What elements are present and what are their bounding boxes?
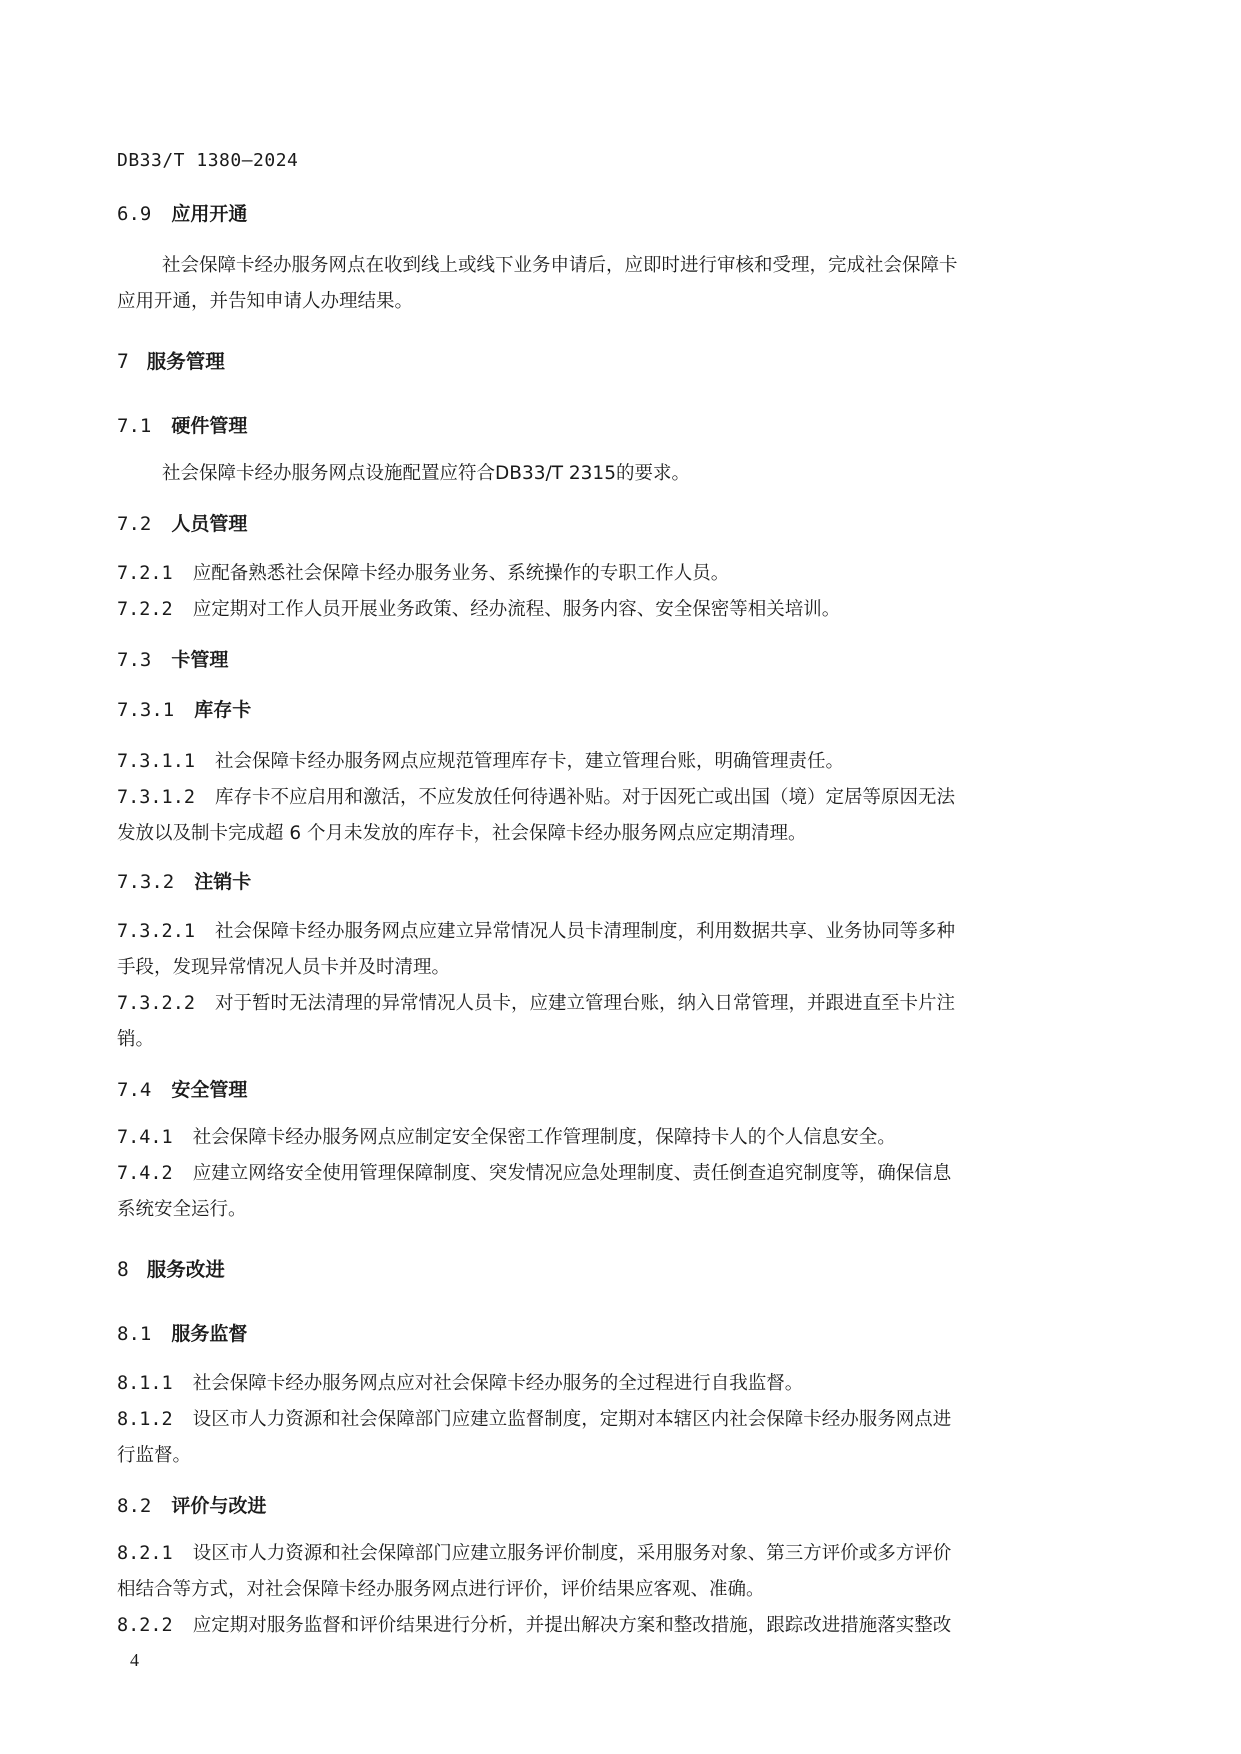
page-number: 4: [130, 1650, 139, 1670]
clause-number: 7.3.1.1: [117, 751, 195, 772]
section-number: 8.1: [117, 1323, 152, 1345]
paragraph-line: 社会保障卡经办服务网点设施配置应符合DB33/T 2315的要求。: [162, 463, 690, 484]
clause-number: 8.1.1: [117, 1373, 173, 1394]
paragraph-line: 发放以及制卡完成超 6 个月未发放的库存卡，社会保障卡经办服务网点应定期清理。: [117, 823, 807, 844]
section-title: 卡管理: [171, 649, 229, 671]
clause-7-2-2: [117, 592, 1097, 628]
clause-8-2-1: [117, 1536, 1097, 1572]
chapter-number: 7: [117, 350, 129, 373]
paragraph-line: 销。: [117, 1029, 155, 1050]
paragraph-line: 相结合等方式，对社会保障卡经办服务网点进行评价，评价结果应客观、准确。: [117, 1579, 765, 1600]
clause-8-1-2: [117, 1402, 1097, 1438]
chapter-title: 服务管理: [146, 350, 225, 373]
clause-7-2-1: [117, 556, 1097, 592]
paragraph-line: 应用开通，并告知申请人办理结果。: [117, 291, 414, 312]
section-number: 7.2: [117, 513, 152, 535]
subsection-7-3-1-heading: [117, 692, 1097, 728]
section-number: 7.4: [117, 1079, 152, 1101]
clause-text: 设区市人力资源和社会保障部门应建立监督制度，定期对本辖区内社会保障卡经办服务网点进: [192, 1409, 952, 1430]
clause-text: 社会保障卡经办服务网点应对社会保障卡经办服务的全过程进行自我监督。: [192, 1373, 804, 1394]
section-number: 8.2: [117, 1495, 152, 1517]
clause-number: 8.2.2: [117, 1615, 173, 1636]
clause-7-3-1-2: [117, 780, 1097, 816]
section-6-9-heading: [117, 196, 1097, 232]
clause-number: 7.3.2.1: [117, 921, 195, 942]
section-number: 7.3: [117, 649, 152, 671]
clause-text: 应建立网络安全使用管理保障制度、突发情况应急处理制度、责任倒查追究制度等，确保信息: [192, 1163, 952, 1184]
paragraph-line: 手段，发现异常情况人员卡并及时清理。: [117, 957, 451, 978]
subsection-number: 7.3.2: [117, 871, 175, 893]
clause-7-3-2-2: [117, 986, 1097, 1022]
clause-text: 库存卡不应启用和激活，不应发放任何待遇补贴。对于因死亡或出国（境）定居等原因无法: [214, 787, 955, 808]
section-8-1-heading: [117, 1316, 1097, 1352]
section-8-2-heading: [117, 1488, 1097, 1524]
subsection-7-3-2-heading: [117, 864, 1097, 900]
section-title: 人员管理: [171, 513, 248, 535]
section-number: 6.9: [117, 203, 152, 225]
subsection-number: 7.3.1: [117, 699, 175, 721]
section-title: 安全管理: [171, 1079, 248, 1101]
section-7-4-heading: [117, 1072, 1097, 1108]
clause-number: 7.2.2: [117, 599, 173, 620]
chapter-title: 服务改进: [146, 1258, 225, 1281]
section-title: 服务监督: [171, 1323, 248, 1345]
clause-text: 对于暂时无法清理的异常情况人员卡，应建立管理台账，纳入日常管理，并跟进直至卡片注: [214, 993, 955, 1014]
clause-number: 7.3.2.2: [117, 993, 195, 1014]
chapter-number: 8: [117, 1258, 129, 1281]
clause-7-3-1-1: [117, 744, 1097, 780]
paragraph-line: 系统安全运行。: [117, 1199, 247, 1220]
clause-text: 设区市人力资源和社会保障部门应建立服务评价制度，采用服务对象、第三方评价或多方评价: [192, 1543, 952, 1564]
paragraph-line: 行监督。: [117, 1445, 192, 1466]
clause-number: 8.2.1: [117, 1543, 173, 1564]
clause-number: 7.4.1: [117, 1127, 173, 1148]
subsection-title: 库存卡: [194, 699, 252, 721]
clause-number: 8.1.2: [117, 1409, 173, 1430]
clause-text: 应定期对工作人员开展业务政策、经办流程、服务内容、安全保密等相关培训。: [192, 599, 841, 620]
section-title: 硬件管理: [171, 415, 248, 437]
clause-7-4-2: [117, 1156, 1097, 1192]
section-7-3-heading: [117, 642, 1097, 678]
clause-number: 7.2.1: [117, 563, 173, 584]
section-7-2-heading: [117, 506, 1097, 542]
subsection-title: 注销卡: [194, 871, 252, 893]
section-title: 评价与改进: [171, 1495, 267, 1517]
section-title: 应用开通: [171, 203, 248, 225]
chapter-7-heading: [117, 344, 1097, 380]
clause-text: 应配备熟悉社会保障卡经办服务业务、系统操作的专职工作人员。: [192, 563, 730, 584]
paragraph-line: 社会保障卡经办服务网点在收到线上或线下业务申请后，应即时进行审核和受理，完成社会保障卡: [162, 255, 958, 276]
clause-text: 社会保障卡经办服务网点应规范管理库存卡，建立管理台账，明确管理责任。: [214, 751, 844, 772]
clause-text: 社会保障卡经办服务网点应制定安全保密工作管理制度，保障持卡人的个人信息安全。: [192, 1127, 896, 1148]
clause-text: 社会保障卡经办服务网点应建立异常情况人员卡清理制度，利用数据共享、业务协同等多种: [214, 921, 955, 942]
clause-8-2-2: [117, 1608, 1097, 1644]
clause-8-1-1: [117, 1366, 1097, 1402]
clause-7-3-2-1: [117, 914, 1097, 950]
chapter-8-heading: [117, 1252, 1097, 1288]
clause-number: 7.4.2: [117, 1163, 173, 1184]
section-7-1-heading: [117, 408, 1097, 444]
document-code-header: DB33/T 1380—2024: [117, 150, 299, 171]
clause-text: 应定期对服务监督和评价结果进行分析，并提出解决方案和整改措施，跟踪改进措施落实整改: [192, 1615, 952, 1636]
section-number: 7.1: [117, 415, 152, 437]
clause-7-4-1: [117, 1120, 1097, 1156]
clause-number: 7.3.1.2: [117, 787, 195, 808]
